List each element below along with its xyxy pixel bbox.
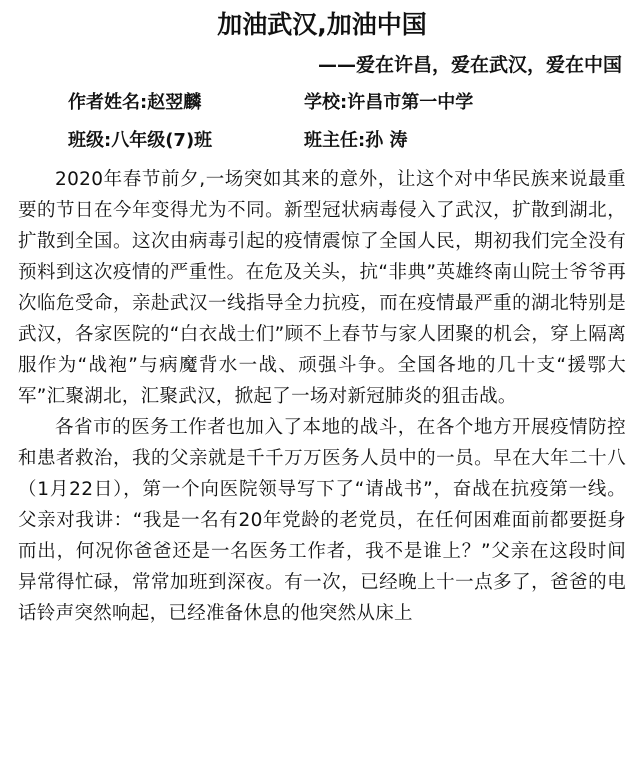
- meta-row-author-school: [18, 90, 626, 116]
- essay-body: [18, 164, 626, 629]
- head-teacher: 班主任:孙 涛: [304, 130, 408, 151]
- meta-row-class-teacher: [18, 128, 626, 154]
- paragraph-2: 各省市的医务工作者也加入了本地的战斗，在各个地方开展疫情防控和患者救治，我的父亲就是千千万万医务人员中的一员。早在大年二十八（1月22日），第一个向医院领导写下了“请战书”，奋战在抗疫第一线。父亲对我讲：“我是一名有20年党龄的老党员，在任何困难面前都要挺身而出，何况你爸爸还是一名医务工作者，我不是谁上？”父亲在这段时间异常得忙碌，常常加班到深夜。有一次，已经晚上十一点多了，爸爸的电话铃声突然响起，已经准备休息的他突然从床上: [18, 417, 626, 624]
- essay-title: 加油武汉,加油中国: [217, 10, 427, 39]
- class-name: 班级:八年级(7)班: [68, 130, 213, 151]
- school-name: 学校:许昌市第一中学: [304, 92, 474, 113]
- author-name: 作者姓名:赵翌麟: [68, 92, 202, 113]
- paragraph-1: 2020年春节前夕,一场突如其来的意外，让这个对中华民族来说最重要的节日在今年变得尤为不同。新型冠状病毒侵入了武汉，扩散到湖北，扩散到全国。这次由病毒引起的疫情震惊了全国人民，期初我们完全没有预料到这次疫情的严重性。在危及关头，抗“非典”英雄终南山院士爷爷再次临危受命，亲赴武汉一线指导全力抗疫，而在疫情最严重的湖北特别是武汉，各家医院的“白衣战士们”顾不上春节与家人团聚的机会，穿上隔离服作为“战袍”与病魔背水一战、顽强斗争。全国各地的几十支“援鄂大军”汇聚湖北，汇聚武汉，掀起了一场对新冠肺炎的狙击战。: [18, 169, 626, 407]
- essay-subtitle: ——爱在许昌，爱在武汉，爱在中国: [317, 54, 622, 76]
